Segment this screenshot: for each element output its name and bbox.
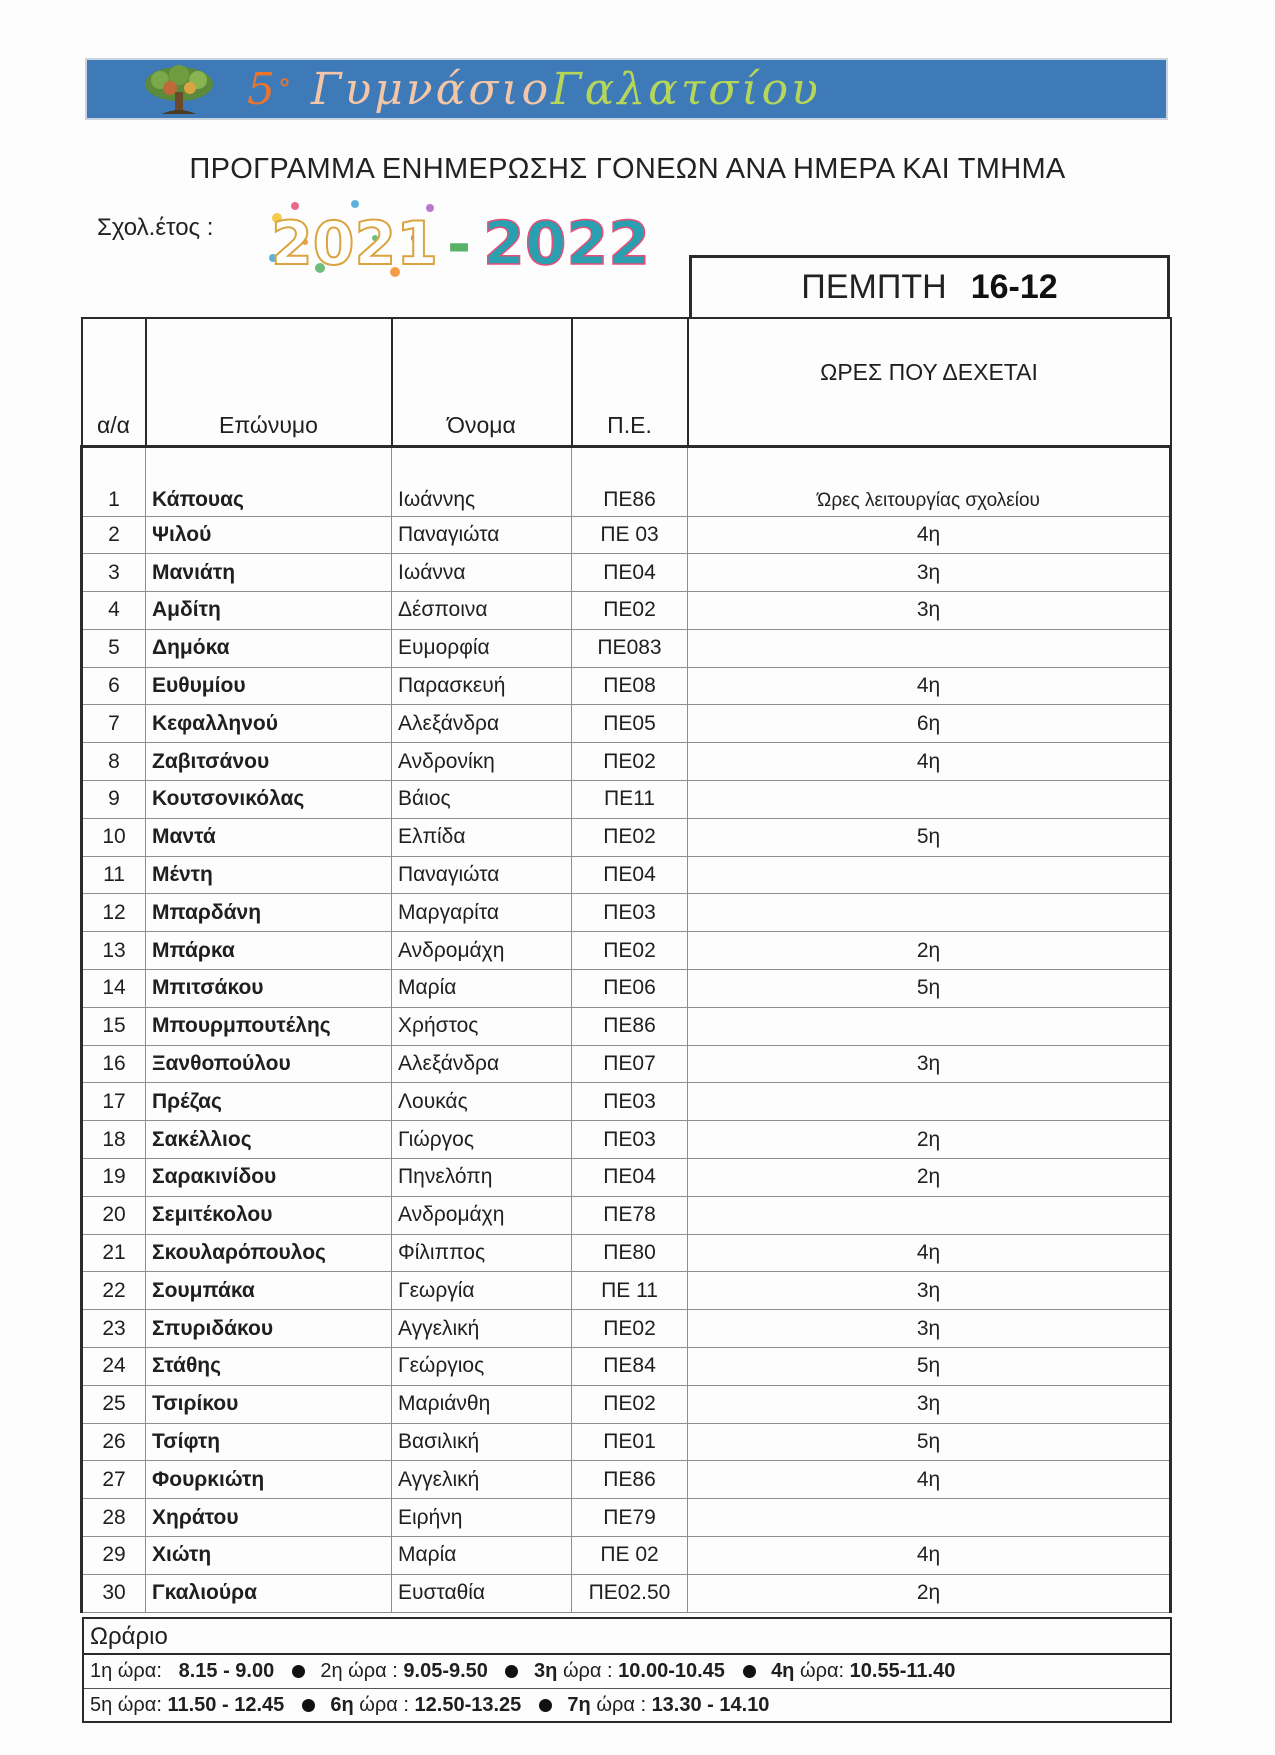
school-banner (85, 58, 1168, 120)
teachers-table (80, 317, 1172, 1613)
row-number: 14 (82, 970, 146, 1008)
row-first-name: Παναγιώτα (392, 516, 572, 554)
table-row (82, 554, 1171, 592)
row-first-name: Αγγελική (392, 1310, 572, 1348)
row-specialty: ΠΕ03 (572, 1083, 688, 1121)
row-surname: Πρέζας (146, 1083, 392, 1121)
row-specialty: ΠΕ80 (572, 1234, 688, 1272)
table-row (82, 1007, 1171, 1045)
row-specialty: ΠΕ86 (572, 1461, 688, 1499)
row-number: 4 (82, 592, 146, 630)
table-row (82, 1385, 1171, 1423)
row-specialty: ΠΕ06 (572, 970, 688, 1008)
row-specialty: ΠΕ02 (572, 818, 688, 856)
row-surname: Μπουρμπουτέλης (146, 1007, 392, 1045)
row-hour: 2η (688, 1121, 1171, 1159)
logo-word-gymnasio: Γυμνάσιο (311, 64, 552, 115)
table-row (82, 667, 1171, 705)
row-number: 24 (82, 1348, 146, 1386)
row-specialty: ΠΕ79 (572, 1499, 688, 1537)
row-first-name: Παρασκευή (392, 667, 572, 705)
row-specialty: ΠΕ78 (572, 1196, 688, 1234)
row-number: 19 (82, 1159, 146, 1197)
period-3-time: 10.00-10.45 (618, 1660, 725, 1682)
row-number: 17 (82, 1083, 146, 1121)
table-row (82, 1045, 1171, 1083)
table-row (82, 1083, 1171, 1121)
period-4-label: 4η (771, 1660, 795, 1682)
row-hour: 4η (688, 1461, 1171, 1499)
row-surname: Κουτσονικόλας (146, 781, 392, 819)
footer-row-2 (84, 1688, 1170, 1721)
row-surname: Μέντη (146, 856, 392, 894)
bullet-icon (539, 1699, 552, 1712)
row-first-name: Ιωάννα (392, 554, 572, 592)
row-hour (688, 856, 1171, 894)
table-row (82, 629, 1171, 667)
row-specialty: ΠΕ03 (572, 1121, 688, 1159)
row-first-name: Πηνελόπη (392, 1159, 572, 1197)
row-hour: 3η (688, 592, 1171, 630)
row-number: 11 (82, 856, 146, 894)
row-surname: Σεμιτέκολου (146, 1196, 392, 1234)
row-specialty: ΠΕ86 (572, 446, 688, 516)
table-row (82, 1423, 1171, 1461)
row-hour: 5η (688, 970, 1171, 1008)
bullet-icon (292, 1665, 305, 1678)
row-specialty: ΠΕ04 (572, 856, 688, 894)
row-number: 30 (82, 1574, 146, 1612)
period-7-word: ώρα : (596, 1694, 646, 1716)
row-specialty: ΠΕ02 (572, 1385, 688, 1423)
row-first-name: Ελπίδα (392, 818, 572, 856)
row-hour: 2η (688, 1574, 1171, 1612)
row-specialty: ΠΕ02 (572, 592, 688, 630)
period-6-label: 6η (330, 1694, 354, 1716)
school-year-art (265, 198, 660, 280)
table-row (82, 1461, 1171, 1499)
year-dash: - (447, 210, 472, 278)
row-hour (688, 781, 1171, 819)
row-surname: Φουρκιώτη (146, 1461, 392, 1499)
row-specialty: ΠΕ05 (572, 705, 688, 743)
row-number: 12 (82, 894, 146, 932)
row-surname: Μανιάτη (146, 554, 392, 592)
header-surname: Επώνυμο (146, 318, 392, 446)
table-row (82, 1272, 1171, 1310)
row-specialty: ΠΕ083 (572, 629, 688, 667)
row-specialty: ΠΕ04 (572, 554, 688, 592)
row-surname: Τσιρίκου (146, 1385, 392, 1423)
row-number: 22 (82, 1272, 146, 1310)
period-5-time: 11.50 - 12.45 (167, 1694, 285, 1716)
row-surname: Μαντά (146, 818, 392, 856)
table-row (82, 705, 1171, 743)
table-row (82, 1196, 1171, 1234)
period-6-time: 12.50-13.25 (414, 1694, 522, 1716)
row-hour: 4η (688, 1234, 1171, 1272)
row-number: 7 (82, 705, 146, 743)
period-3-word: ώρα : (562, 1660, 613, 1682)
row-first-name: Μαρία (392, 1537, 572, 1575)
row-first-name: Αλεξάνδρα (392, 705, 572, 743)
row-first-name: Βάιος (392, 781, 572, 819)
row-specialty: ΠΕ01 (572, 1423, 688, 1461)
row-hour (688, 1499, 1171, 1537)
row-first-name: Παναγιώτα (392, 856, 572, 894)
day-name: ΠΕΜΠΤΗ (801, 268, 947, 306)
table-row (82, 1310, 1171, 1348)
row-specialty: ΠΕ02 (572, 932, 688, 970)
logo-number: 5 (247, 64, 278, 115)
row-number: 9 (82, 781, 146, 819)
period-6-word: ώρα : (359, 1694, 409, 1716)
row-surname: Ευθυμίου (146, 667, 392, 705)
table-row (82, 1348, 1171, 1386)
row-specialty: ΠΕ02 (572, 1310, 688, 1348)
table-row (82, 1537, 1171, 1575)
row-first-name: Ιωάννης (392, 446, 572, 516)
row-first-name: Μαρία (392, 970, 572, 1008)
row-first-name: Χρήστος (392, 1007, 572, 1045)
row-specialty: ΠΕ08 (572, 667, 688, 705)
row-hour: 2η (688, 1159, 1171, 1197)
header-pe: Π.Ε. (572, 318, 688, 446)
row-surname: Κάπουας (146, 446, 392, 516)
row-hour: 6η (688, 705, 1171, 743)
row-specialty: ΠΕ 02 (572, 1537, 688, 1575)
row-surname: Ψιλού (146, 516, 392, 554)
year-second: 2022 (483, 209, 650, 279)
row-surname: Χηράτου (146, 1499, 392, 1537)
row-specialty: ΠΕ07 (572, 1045, 688, 1083)
row-number: 3 (82, 554, 146, 592)
table-row (82, 781, 1171, 819)
row-number: 26 (82, 1423, 146, 1461)
table-row (82, 970, 1171, 1008)
row-first-name: Μαριάνθη (392, 1385, 572, 1423)
school-year-label: Σχολ.έτος : (97, 214, 214, 241)
row-surname: Σακέλλιος (146, 1121, 392, 1159)
row-first-name: Γιώργος (392, 1121, 572, 1159)
period-5-label: 5η ώρα: (90, 1694, 162, 1716)
row-hour (688, 1007, 1171, 1045)
period-2-label: 2η ώρα : (320, 1660, 398, 1682)
row-hour: 5η (688, 1423, 1171, 1461)
row-hour (688, 1083, 1171, 1121)
row-first-name: Γεώργιος (392, 1348, 572, 1386)
row-hour: 5η (688, 1348, 1171, 1386)
row-first-name: Γεωργία (392, 1272, 572, 1310)
header-name: Όνομα (392, 318, 572, 446)
row-surname: Ξανθοπούλου (146, 1045, 392, 1083)
day-date: 16-12 (970, 268, 1058, 306)
row-hour (688, 1196, 1171, 1234)
row-surname: Σκουλαρόπουλος (146, 1234, 392, 1272)
row-surname: Κεφαλληνού (146, 705, 392, 743)
row-specialty: ΠΕ84 (572, 1348, 688, 1386)
row-number: 18 (82, 1121, 146, 1159)
header-hours: ΩΡΕΣ ΠΟΥ ΔΕΧΕΤΑΙ (688, 318, 1171, 446)
tree-logo-icon (142, 64, 216, 116)
table-header-row (82, 318, 1171, 446)
row-hour: 5η (688, 818, 1171, 856)
row-hour: 3η (688, 1385, 1171, 1423)
table-row (82, 1574, 1171, 1612)
row-specialty: ΠΕ02 (572, 743, 688, 781)
row-number: 2 (82, 516, 146, 554)
row-number: 21 (82, 1234, 146, 1272)
row-number: 23 (82, 1310, 146, 1348)
row-first-name: Φίλιππος (392, 1234, 572, 1272)
row-hour: 4η (688, 667, 1171, 705)
row-first-name: Ευσταθία (392, 1574, 572, 1612)
row-first-name: Μαργαρίτα (392, 894, 572, 932)
row-specialty: ΠΕ 03 (572, 516, 688, 554)
table-row (82, 743, 1171, 781)
row-specialty: ΠΕ86 (572, 1007, 688, 1045)
row-hour: 4η (688, 516, 1171, 554)
period-4-word: ώρα: (799, 1660, 845, 1682)
page-title: ΠΡΟΓΡΑΜΜΑ ΕΝΗΜΕΡΩΣΗΣ ΓΟΝΕΩΝ ΑΝΑ ΗΜΕΡΑ ΚΑΙ ΤΜΗΜΑ (189, 153, 1066, 185)
row-number: 1 (82, 446, 146, 516)
table-row (82, 1159, 1171, 1197)
row-surname: Μπαρδάνη (146, 894, 392, 932)
row-specialty: ΠΕ02.50 (572, 1574, 688, 1612)
footer-title: Ωράριο (84, 1619, 1170, 1655)
row-number: 27 (82, 1461, 146, 1499)
row-number: 15 (82, 1007, 146, 1045)
row-first-name: Ευμορφία (392, 629, 572, 667)
row-hour (688, 629, 1171, 667)
schedule-footer (82, 1617, 1172, 1723)
row-first-name: Ειρήνη (392, 1499, 572, 1537)
row-first-name: Λουκάς (392, 1083, 572, 1121)
row-hour: 2η (688, 932, 1171, 970)
row-surname: Χιώτη (146, 1537, 392, 1575)
row-first-name: Ανδρομάχη (392, 932, 572, 970)
row-first-name: Δέσποινα (392, 592, 572, 630)
table-row (82, 446, 1171, 516)
period-2-time: 9.05-9.50 (403, 1660, 488, 1682)
row-specialty: ΠΕ03 (572, 894, 688, 932)
row-hour: 3η (688, 554, 1171, 592)
row-specialty: ΠΕ 11 (572, 1272, 688, 1310)
row-number: 10 (82, 818, 146, 856)
table-row (82, 516, 1171, 554)
row-surname: Σουμπάκα (146, 1272, 392, 1310)
row-hour: 3η (688, 1272, 1171, 1310)
school-logo-text (247, 62, 821, 118)
row-surname: Μπάρκα (146, 932, 392, 970)
table-row (82, 592, 1171, 630)
table-row (82, 1121, 1171, 1159)
logo-degree: ° (278, 75, 294, 105)
row-number: 5 (82, 629, 146, 667)
bullet-icon (505, 1665, 518, 1678)
period-7-label: 7η (567, 1694, 591, 1716)
period-7-time: 13.30 - 14.10 (651, 1694, 770, 1716)
table-row (82, 1499, 1171, 1537)
row-surname: Μπιτσάκου (146, 970, 392, 1008)
table-row (82, 856, 1171, 894)
row-specialty: ΠΕ11 (572, 781, 688, 819)
row-first-name: Ανδρονίκη (392, 743, 572, 781)
row-first-name: Ανδρομάχη (392, 1196, 572, 1234)
row-surname: Αμδίτη (146, 592, 392, 630)
row-number: 13 (82, 932, 146, 970)
row-number: 16 (82, 1045, 146, 1083)
header-num: α/α (82, 318, 146, 446)
row-number: 28 (82, 1499, 146, 1537)
row-hour: 3η (688, 1045, 1171, 1083)
row-first-name: Αγγελική (392, 1461, 572, 1499)
row-surname: Τσίφτη (146, 1423, 392, 1461)
table-row (82, 894, 1171, 932)
logo-word-galatsiou: Γαλατσίου (551, 64, 821, 115)
row-surname: Ζαβιτσάνου (146, 743, 392, 781)
row-number: 25 (82, 1385, 146, 1423)
row-first-name: Αλεξάνδρα (392, 1045, 572, 1083)
row-number: 20 (82, 1196, 146, 1234)
period-1-label: 1η ώρα: (90, 1660, 162, 1682)
row-surname: Γκαλιούρα (146, 1574, 392, 1612)
table-row (82, 932, 1171, 970)
row-surname: Στάθης (146, 1348, 392, 1386)
table-row (82, 818, 1171, 856)
row-number: 29 (82, 1537, 146, 1575)
period-3-label: 3η (534, 1660, 558, 1682)
row-hour: 4η (688, 1537, 1171, 1575)
period-1-time: 8.15 - 9.00 (178, 1660, 275, 1682)
row-number: 8 (82, 743, 146, 781)
row-hour: Ώρες λειτουργίας σχολείου (688, 446, 1171, 516)
table-row (82, 1234, 1171, 1272)
row-number: 6 (82, 667, 146, 705)
footer-row-1 (84, 1655, 1170, 1688)
row-surname: Δημόκα (146, 629, 392, 667)
row-surname: Σπυριδάκου (146, 1310, 392, 1348)
row-hour (688, 894, 1171, 932)
row-surname: Σαρακινίδου (146, 1159, 392, 1197)
bullet-icon (302, 1699, 315, 1712)
year-first: 2021 (271, 209, 438, 279)
period-4-time: 10.55-11.40 (849, 1660, 956, 1682)
row-hour: 4η (688, 743, 1171, 781)
row-hour: 3η (688, 1310, 1171, 1348)
day-header (689, 255, 1170, 317)
bullet-icon (743, 1665, 756, 1678)
row-specialty: ΠΕ04 (572, 1159, 688, 1197)
row-first-name: Βασιλική (392, 1423, 572, 1461)
